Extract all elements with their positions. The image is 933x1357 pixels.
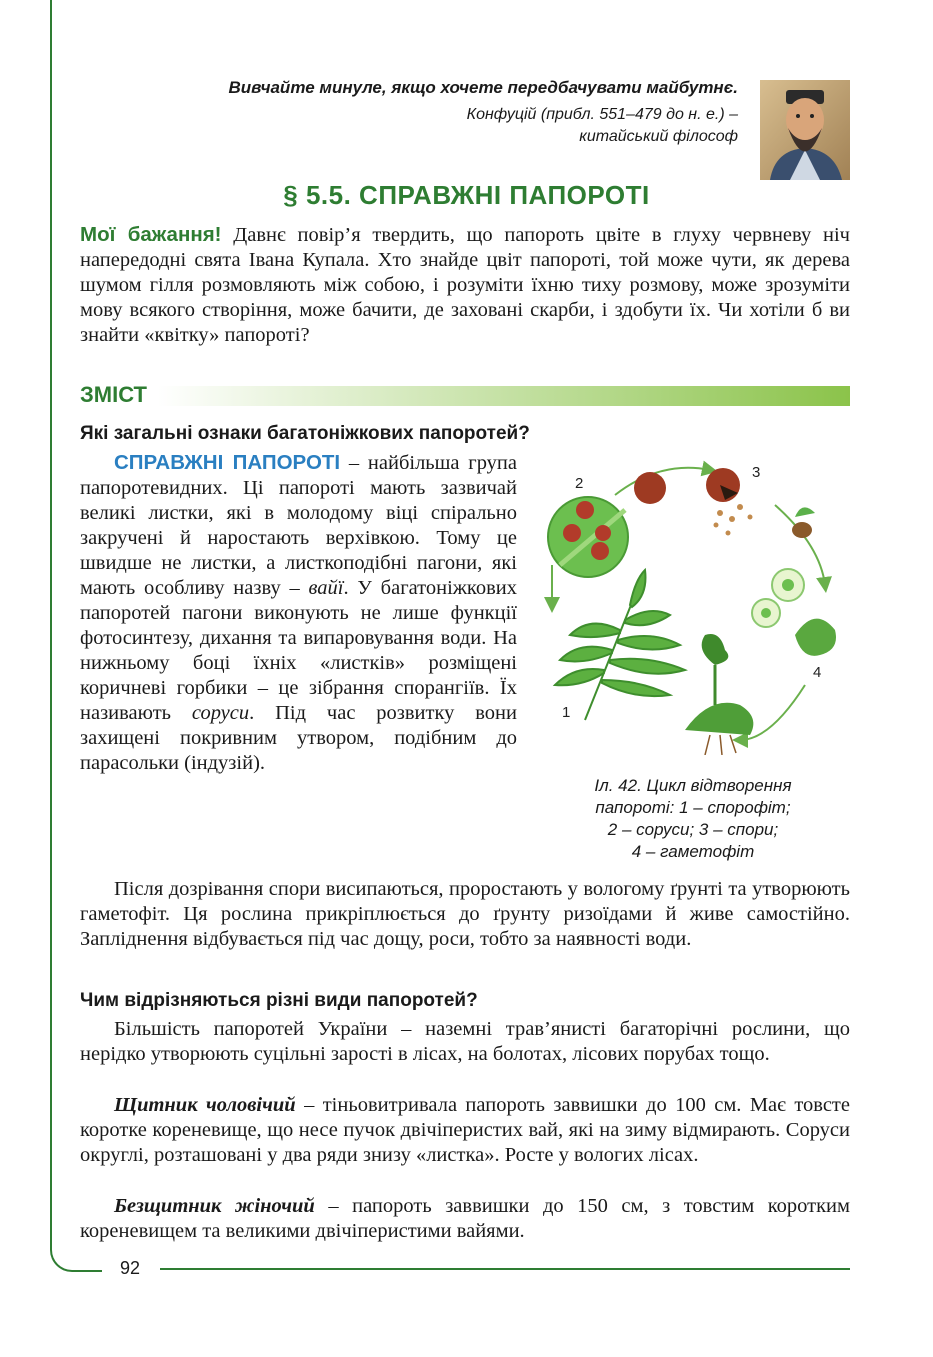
figure-label-3: 3: [752, 464, 761, 481]
wishes-text: Давнє повір’я твердить, що папороть цвіте в глуху червневу ніч напередодні свята Івана Купала. Хто знайде цвіт папороті, той може чути, як дерева шумом гілля розмовляють між собою, і розуміти їхню тиху розмову, може зрозуміти мову всякого створіння, може бачити, де заховані скарби, і здобути їх. Чи хотіли б ви знайти «квітку» папороті?: [80, 224, 850, 346]
epigraph-author-line1: Конфуцій (прибл. 551–479 до н. е.) –: [466, 106, 738, 123]
shchytnyk-text: – тіньовитривала папороть заввишки до 100 см. Має товсте коротке кореневище, що несе пучок двічіперистих вай, які на зиму відмирають. Соруси округлі, розташовані у два ряди знизу «листка». Росте у вологих лісах.: [80, 1094, 850, 1166]
spores-paragraph: Після дозрівання спори висипаються, проростають у вологому ґрунті та утворюють гаметофіт. Ця рослина прикріплюється до ґрунту ризоїдами й живе самостійно. Запліднення відбувається під час дощу, роси, тобто за наявності води.: [80, 878, 850, 950]
figure-label-4: 4: [813, 664, 822, 681]
caption-line-1: Іл. 42. Цикл відтворення: [594, 776, 792, 795]
col-text-1: – найбільша група папоротевидних. Ці папороті мають зазвичай великі листки, які в молодому віці спірально закручені й наростають верхівкою. Тому це швидше не листки, а листкоподібні пагони, які мають особливу назву –: [80, 452, 517, 599]
shchytnyk-paragraph: [80, 1093, 850, 1168]
col-text-2: . У багатоніжкових папоротей пагони виконують не лише функції фотосинтезу, дихання та випаровування води. На нижньому боці їхніх «листків» розміщені коричневі горбики – це зібрання спорангіїв. Їх називають: [80, 577, 518, 724]
shchytnyk-name: Щитник чоловічий: [114, 1094, 296, 1116]
epigraph-author-line2: китайський філософ: [579, 128, 738, 145]
col-text-3: . Під час розвитку вони захищені покривним утвором, подібним до парасольки (індузій).: [80, 702, 517, 774]
page-title: § 5.5. СПРАВЖНІ ПАПОРОТІ: [283, 180, 650, 210]
confucius-portrait: [760, 80, 850, 180]
figure-label-1: 1: [562, 704, 571, 721]
epigraph-author: [228, 104, 738, 148]
bezshchytnyk-text: – папороть заввишки до 150 см, з товстим коротким кореневищем та великими двічіперистими вайями.: [80, 1195, 850, 1242]
caption-line-4: 4 – гаметофіт: [631, 842, 755, 861]
ukraine-ferns-paragraph: Більшість папоротей України – наземні трав’янисті багаторічні рослини, що нерідко утворюють суцільні зарості в лісах, на болотах, лісових порубах тощо.: [80, 1018, 850, 1065]
intro-column-text: [80, 450, 517, 776]
section-bar: [78, 382, 850, 412]
frame-corner: [50, 1240, 102, 1272]
section-label: ЗМІСТ: [80, 382, 147, 407]
footer-line: [160, 1268, 850, 1270]
figure-label-2: 2: [575, 475, 584, 492]
page-number: 92: [120, 1258, 141, 1278]
question-heading-2: Чим відрізняються різні види папоротей?: [80, 990, 478, 1011]
caption-line-2: папороті: 1 – спорофіт;: [595, 798, 791, 817]
question-heading-1: Які загальні ознаки багатоніжкових папоротей?: [80, 423, 530, 444]
term-real-ferns: СПРАВЖНІ ПАПОРОТІ: [114, 451, 341, 474]
epigraph-quote: Вивчайте минуле, якщо хочете передбачувати майбутнє.: [228, 78, 738, 97]
bezshchytnyk-paragraph: [80, 1194, 850, 1244]
term-sorusy: соруси: [191, 702, 250, 724]
figure-caption: [548, 775, 838, 863]
term-vai: вайї: [308, 577, 344, 599]
bezshchytnyk-name: Безщитник жіночий: [114, 1195, 315, 1217]
wishes-label: Мої бажання!: [80, 223, 222, 246]
section-bar-gradient: [158, 386, 850, 406]
epigraph: [228, 78, 738, 148]
wishes-paragraph: [80, 222, 850, 348]
caption-line-3: 2 – соруси; 3 – спори;: [607, 820, 779, 839]
fern-life-cycle-illustration: [540, 455, 850, 755]
